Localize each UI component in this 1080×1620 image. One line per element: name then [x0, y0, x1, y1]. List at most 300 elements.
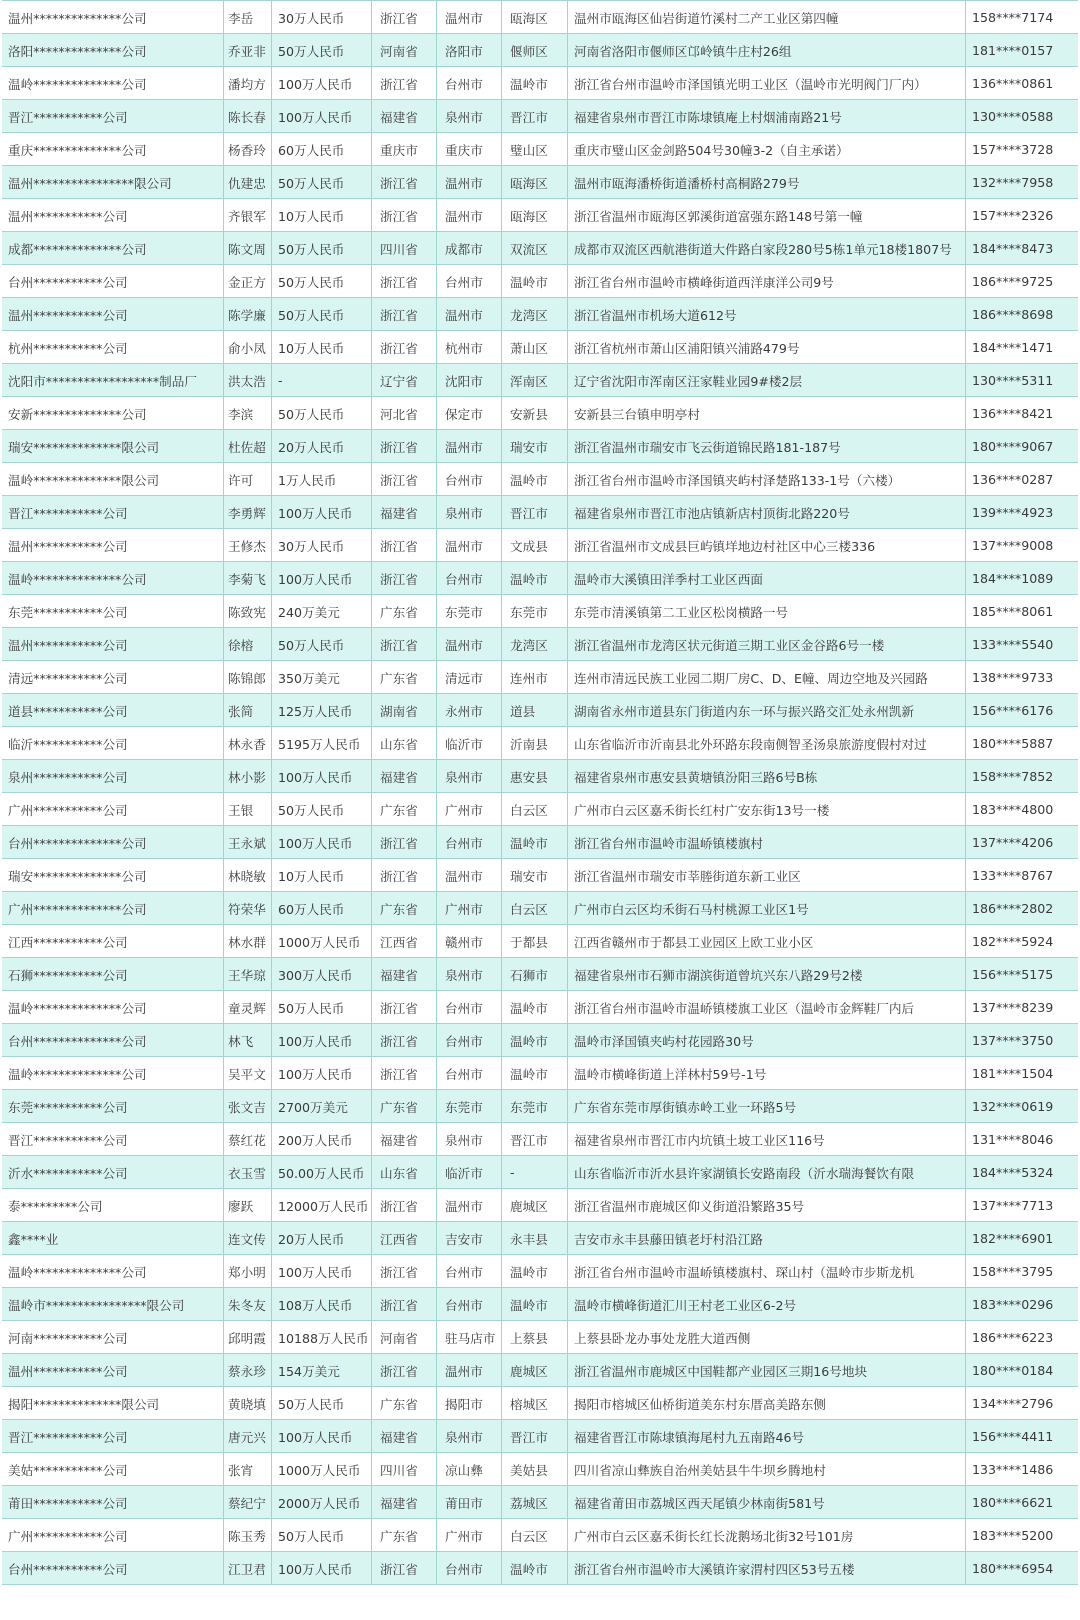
city-cell: 杭州市 [437, 331, 502, 363]
table-row [2, 628, 1078, 661]
province-cell: 山东省 [372, 727, 437, 759]
registered-capital-cell: 10万人民币 [272, 199, 372, 231]
registered-capital-cell: 100万人民币 [272, 826, 372, 858]
phone-cell: 139****4923 [972, 504, 1054, 520]
legal-person-cell: 邱明霞 [224, 1321, 272, 1353]
province-cell: 浙江省 [372, 463, 437, 495]
registered-capital-cell: - [272, 364, 372, 396]
address-cell: 湖南省永州市道县东门街道内东一环与振兴路交汇处永州凯新 [568, 694, 966, 726]
legal-person-cell: 林小影 [224, 760, 272, 792]
table-row [2, 595, 1078, 628]
address-cell: 浙江省杭州市萧山区浦阳镇兴浦路479号 [568, 331, 966, 363]
table-row [2, 1156, 1078, 1189]
district-cell: 双流区 [502, 232, 568, 264]
table-row [2, 661, 1078, 694]
district-cell: 龙湾区 [502, 298, 568, 330]
company-name-cell: 温州***********公司 [2, 199, 224, 231]
address-cell: 浙江省温州市瑞安市莘塍街道东新工业区 [568, 859, 966, 891]
address-cell: 温岭市横峰街道汇川王村老工业区6-2号 [568, 1288, 966, 1320]
table-row [2, 727, 1078, 760]
company-name-cell: 成都**************公司 [2, 232, 224, 264]
city-cell: 驻马店市 [437, 1321, 502, 1353]
phone-cell: 158****3795 [972, 1263, 1054, 1279]
phone-cell: 185****8061 [972, 603, 1054, 619]
registered-capital-cell: 2000万人民币 [272, 1486, 372, 1518]
registered-capital-cell: 50万人民币 [272, 1387, 372, 1419]
province-cell: 福建省 [372, 760, 437, 792]
city-cell: 广州市 [437, 892, 502, 924]
table-row [2, 694, 1078, 727]
province-cell: 福建省 [372, 1420, 437, 1452]
legal-person-cell: 衣玉雪 [224, 1156, 272, 1188]
legal-person-cell: 连文传 [224, 1222, 272, 1254]
phone-cell: 156****6176 [972, 702, 1054, 718]
address-cell: 浙江省台州市温岭市温峤镇楼旗村、琛山村（温岭市步斯龙机 [568, 1255, 966, 1287]
address-cell: 浙江省台州市温岭市温峤镇楼旗村 [568, 826, 966, 858]
company-name-cell: 沂水***********公司 [2, 1156, 224, 1188]
province-cell: 浙江省 [372, 1189, 437, 1221]
company-table [2, 0, 1078, 1585]
company-name-cell: 温州***********公司 [2, 298, 224, 330]
city-cell: 台州市 [437, 1288, 502, 1320]
district-cell: 温岭市 [502, 1552, 568, 1584]
province-cell: 浙江省 [372, 529, 437, 561]
city-cell: 临沂市 [437, 1156, 502, 1188]
legal-person-cell: 潘均方 [224, 67, 272, 99]
city-cell: 台州市 [437, 562, 502, 594]
company-name-cell: 晋江***********公司 [2, 100, 224, 132]
table-row [2, 430, 1078, 463]
phone-cell: 183****0296 [972, 1296, 1054, 1312]
phone-cell: 136****0861 [972, 75, 1054, 91]
legal-person-cell: 仇建忠 [224, 166, 272, 198]
registered-capital-cell: 50.00万人民币 [272, 1156, 372, 1188]
district-cell: 瓯海区 [502, 1, 568, 33]
registered-capital-cell: 50万人民币 [272, 232, 372, 264]
city-cell: 温州市 [437, 859, 502, 891]
table-row [2, 1453, 1078, 1486]
company-name-cell: 温岭**************限公司 [2, 463, 224, 495]
company-name-cell: 泉州***********公司 [2, 760, 224, 792]
city-cell: 温州市 [437, 1, 502, 33]
registered-capital-cell: 50万人民币 [272, 265, 372, 297]
address-cell: 辽宁省沈阳市浑南区汪家鞋业园9#楼2层 [568, 364, 966, 396]
company-name-cell: 安新**************公司 [2, 397, 224, 429]
district-cell: 晋江市 [502, 496, 568, 528]
city-cell: 泉州市 [437, 760, 502, 792]
district-cell: 东莞市 [502, 1090, 568, 1122]
address-cell: 揭阳市榕城区仙桥街道美东村东厝高美路东侧 [568, 1387, 966, 1419]
registered-capital-cell: 154万美元 [272, 1354, 372, 1386]
address-cell: 东莞市清溪镇第二工业区松岗横路一号 [568, 595, 966, 627]
province-cell: 福建省 [372, 496, 437, 528]
city-cell: 成都市 [437, 232, 502, 264]
phone-cell: 186****6223 [972, 1329, 1054, 1345]
phone-cell: 132****7958 [972, 174, 1054, 190]
district-cell: 晋江市 [502, 100, 568, 132]
address-cell: 吉安市永丰县藤田镇老圩村沿江路 [568, 1222, 966, 1254]
province-cell: 湖南省 [372, 694, 437, 726]
address-cell: 广州市白云区嘉禾街长红村广安东街13号一楼 [568, 793, 966, 825]
legal-person-cell: 蔡红花 [224, 1123, 272, 1155]
registered-capital-cell: 100万人民币 [272, 67, 372, 99]
table-row [2, 793, 1078, 826]
city-cell: 广州市 [437, 1519, 502, 1551]
legal-person-cell: 陈玉秀 [224, 1519, 272, 1551]
phone-cell: 131****8046 [972, 1131, 1054, 1147]
district-cell: 温岭市 [502, 991, 568, 1023]
city-cell: 温州市 [437, 166, 502, 198]
legal-person-cell: 王华琼 [224, 958, 272, 990]
legal-person-cell: 徐榕 [224, 628, 272, 660]
city-cell: 揭阳市 [437, 1387, 502, 1419]
table-row [2, 859, 1078, 892]
address-cell: 福建省莆田市荔城区西天尾镇少林南街581号 [568, 1486, 966, 1518]
province-cell: 浙江省 [372, 628, 437, 660]
legal-person-cell: 陈学廉 [224, 298, 272, 330]
company-name-cell: 揭阳**************限公司 [2, 1387, 224, 1419]
phone-cell: 183****4800 [972, 801, 1054, 817]
company-name-cell: 道县***********公司 [2, 694, 224, 726]
city-cell: 东莞市 [437, 595, 502, 627]
phone-cell: 133****8767 [972, 867, 1054, 883]
table-row [2, 199, 1078, 232]
phone-cell: 180****6621 [972, 1494, 1054, 1510]
district-cell: 鹿城区 [502, 1189, 568, 1221]
phone-cell: 181****0157 [972, 42, 1054, 58]
province-cell: 四川省 [372, 1453, 437, 1485]
province-cell: 浙江省 [372, 331, 437, 363]
legal-person-cell: 林晓敏 [224, 859, 272, 891]
district-cell: 永丰县 [502, 1222, 568, 1254]
address-cell: 温州市瓯海区仙岩街道竹溪村二产工业区第四幢 [568, 1, 966, 33]
city-cell: 凉山彝 [437, 1453, 502, 1485]
city-cell: 重庆市 [437, 133, 502, 165]
address-cell: 温岭市大溪镇田洋季村工业区西面 [568, 562, 966, 594]
province-cell: 浙江省 [372, 1255, 437, 1287]
legal-person-cell: 朱冬友 [224, 1288, 272, 1320]
province-cell: 浙江省 [372, 1552, 437, 1584]
address-cell: 温州市瓯海潘桥街道潘桥村高桐路279号 [568, 166, 966, 198]
company-name-cell: 重庆**************公司 [2, 133, 224, 165]
registered-capital-cell: 60万人民币 [272, 133, 372, 165]
city-cell: 广州市 [437, 793, 502, 825]
legal-person-cell: 蔡永珍 [224, 1354, 272, 1386]
address-cell: 山东省临沂市沂水县许家湖镇长安路南段（沂水瑞海餐饮有限 [568, 1156, 966, 1188]
address-cell: 安新县三台镇申明亭村 [568, 397, 966, 429]
address-cell: 广州市白云区嘉禾街长红长泷鹅场北街32号101房 [568, 1519, 966, 1551]
phone-cell: 186****2802 [972, 900, 1054, 916]
company-name-cell: 台州***********公司 [2, 1552, 224, 1584]
phone-cell: 132****0619 [972, 1098, 1054, 1114]
legal-person-cell: 乔亚非 [224, 34, 272, 66]
district-cell: 连州市 [502, 661, 568, 693]
district-cell: 白云区 [502, 892, 568, 924]
district-cell: 瑞安市 [502, 430, 568, 462]
city-cell: 温州市 [437, 628, 502, 660]
address-cell: 浙江省温州市鹿城区仰义街道沿繁路35号 [568, 1189, 966, 1221]
phone-cell: 184****1089 [972, 570, 1054, 586]
company-name-cell: 温州***********公司 [2, 1354, 224, 1386]
legal-person-cell: 陈长春 [224, 100, 272, 132]
phone-cell: 136****8421 [972, 405, 1054, 421]
legal-person-cell: 符荣华 [224, 892, 272, 924]
legal-person-cell: 王永斌 [224, 826, 272, 858]
province-cell: 辽宁省 [372, 364, 437, 396]
registered-capital-cell: 125万人民币 [272, 694, 372, 726]
city-cell: 清远市 [437, 661, 502, 693]
registered-capital-cell: 100万人民币 [272, 1552, 372, 1584]
table-row [2, 1552, 1078, 1585]
district-cell: 瓯海区 [502, 166, 568, 198]
legal-person-cell: 廖跃 [224, 1189, 272, 1221]
table-row [2, 496, 1078, 529]
district-cell: 东莞市 [502, 595, 568, 627]
company-name-cell: 台州**************公司 [2, 826, 224, 858]
province-cell: 浙江省 [372, 1, 437, 33]
legal-person-cell: 张宵 [224, 1453, 272, 1485]
phone-cell: 184****5324 [972, 1164, 1054, 1180]
phone-cell: 137****8239 [972, 999, 1054, 1015]
table-row [2, 1387, 1078, 1420]
province-cell: 浙江省 [372, 199, 437, 231]
phone-cell: 181****1504 [972, 1065, 1054, 1081]
phone-cell: 137****9008 [972, 537, 1054, 553]
table-row [2, 1123, 1078, 1156]
province-cell: 重庆市 [372, 133, 437, 165]
legal-person-cell: 王银 [224, 793, 272, 825]
city-cell: 泉州市 [437, 496, 502, 528]
address-cell: 浙江省温州市机场大道612号 [568, 298, 966, 330]
city-cell: 赣州市 [437, 925, 502, 957]
city-cell: 东莞市 [437, 1090, 502, 1122]
phone-cell: 130****0588 [972, 108, 1054, 124]
district-cell: 道县 [502, 694, 568, 726]
phone-cell: 180****0184 [972, 1362, 1054, 1378]
registered-capital-cell: 108万人民币 [272, 1288, 372, 1320]
table-row [2, 364, 1078, 397]
province-cell: 福建省 [372, 100, 437, 132]
address-cell: 福建省泉州市石狮市湖滨街道曾坑兴东八路29号2楼 [568, 958, 966, 990]
district-cell: 白云区 [502, 1519, 568, 1551]
phone-cell: 182****5924 [972, 933, 1054, 949]
phone-cell: 180****9067 [972, 438, 1054, 454]
phone-cell: 137****3750 [972, 1032, 1054, 1048]
city-cell: 台州市 [437, 265, 502, 297]
company-name-cell: 广州***********公司 [2, 793, 224, 825]
registered-capital-cell: 50万人民币 [272, 166, 372, 198]
registered-capital-cell: 100万人民币 [272, 562, 372, 594]
city-cell: 温州市 [437, 430, 502, 462]
phone-cell: 137****7713 [972, 1197, 1054, 1213]
legal-person-cell: 蔡纪宁 [224, 1486, 272, 1518]
province-cell: 广东省 [372, 892, 437, 924]
address-cell: 浙江省温州市瑞安市飞云街道锦民路181-187号 [568, 430, 966, 462]
city-cell: 泉州市 [437, 100, 502, 132]
company-name-cell: 温州***********公司 [2, 529, 224, 561]
province-cell: 广东省 [372, 661, 437, 693]
table-row [2, 463, 1078, 496]
province-cell: 江西省 [372, 925, 437, 957]
company-name-cell: 温州***********公司 [2, 628, 224, 660]
table-row [2, 1288, 1078, 1321]
phone-cell: 134****2796 [972, 1395, 1054, 1411]
legal-person-cell: 杜佐超 [224, 430, 272, 462]
company-name-cell: 晋江***********公司 [2, 1123, 224, 1155]
legal-person-cell: 李勇辉 [224, 496, 272, 528]
table-row [2, 991, 1078, 1024]
registered-capital-cell: 50万人民币 [272, 991, 372, 1023]
city-cell: 台州市 [437, 991, 502, 1023]
legal-person-cell: 俞小凤 [224, 331, 272, 363]
company-name-cell: 清远***********公司 [2, 661, 224, 693]
city-cell: 泉州市 [437, 1420, 502, 1452]
phone-cell: 133****1486 [972, 1461, 1054, 1477]
province-cell: 河南省 [372, 1321, 437, 1353]
table-row [2, 1321, 1078, 1354]
district-cell: 上蔡县 [502, 1321, 568, 1353]
registered-capital-cell: 100万人民币 [272, 1057, 372, 1089]
phone-cell: 180****6954 [972, 1560, 1054, 1576]
district-cell: 瑞安市 [502, 859, 568, 891]
address-cell: 山东省临沂市沂南县北外环路东段南侧智圣汤泉旅游度假村对过 [568, 727, 966, 759]
legal-person-cell: 李岳 [224, 1, 272, 33]
registered-capital-cell: 200万人民币 [272, 1123, 372, 1155]
city-cell: 泉州市 [437, 958, 502, 990]
city-cell: 温州市 [437, 1189, 502, 1221]
table-row [2, 1090, 1078, 1123]
registered-capital-cell: 100万人民币 [272, 1255, 372, 1287]
city-cell: 台州市 [437, 463, 502, 495]
company-name-cell: 石狮***********公司 [2, 958, 224, 990]
province-cell: 广东省 [372, 793, 437, 825]
district-cell: 温岭市 [502, 67, 568, 99]
district-cell: - [502, 1156, 568, 1188]
table-row [2, 1354, 1078, 1387]
province-cell: 浙江省 [372, 826, 437, 858]
table-row [2, 1222, 1078, 1255]
table-row [2, 1486, 1078, 1519]
district-cell: 惠安县 [502, 760, 568, 792]
legal-person-cell: 吴平文 [224, 1057, 272, 1089]
registered-capital-cell: 100万人民币 [272, 100, 372, 132]
table-row [2, 100, 1078, 133]
province-cell: 广东省 [372, 595, 437, 627]
city-cell: 永州市 [437, 694, 502, 726]
company-name-cell: 鑫****业 [2, 1222, 224, 1254]
table-row [2, 1057, 1078, 1090]
district-cell: 温岭市 [502, 463, 568, 495]
company-name-cell: 临沂***********公司 [2, 727, 224, 759]
phone-cell: 138****9733 [972, 669, 1054, 685]
legal-person-cell: 黄晓填 [224, 1387, 272, 1419]
registered-capital-cell: 10万人民币 [272, 331, 372, 363]
phone-cell: 182****6901 [972, 1230, 1054, 1246]
district-cell: 瓯海区 [502, 199, 568, 231]
registered-capital-cell: 100万人民币 [272, 760, 372, 792]
registered-capital-cell: 50万人民币 [272, 793, 372, 825]
table-row [2, 1255, 1078, 1288]
registered-capital-cell: 60万人民币 [272, 892, 372, 924]
district-cell: 美姑县 [502, 1453, 568, 1485]
city-cell: 吉安市 [437, 1222, 502, 1254]
city-cell: 温州市 [437, 199, 502, 231]
company-name-cell: 温岭**************公司 [2, 67, 224, 99]
phone-cell: 136****0287 [972, 471, 1054, 487]
city-cell: 临沂市 [437, 727, 502, 759]
province-cell: 浙江省 [372, 1288, 437, 1320]
registered-capital-cell: 100万人民币 [272, 1024, 372, 1056]
address-cell: 成都市双流区西航港街道大件路白家段280号5栋1单元18楼1807号 [568, 232, 966, 264]
city-cell: 泉州市 [437, 1123, 502, 1155]
address-cell: 上蔡县卧龙办事处龙胜大道西侧 [568, 1321, 966, 1353]
phone-cell: 186****8698 [972, 306, 1054, 322]
company-name-cell: 江西***********公司 [2, 925, 224, 957]
province-cell: 河南省 [372, 34, 437, 66]
phone-cell: 157****3728 [972, 141, 1054, 157]
province-cell: 浙江省 [372, 859, 437, 891]
company-name-cell: 晋江***********公司 [2, 1420, 224, 1452]
company-name-cell: 台州**************公司 [2, 1024, 224, 1056]
city-cell: 温州市 [437, 1354, 502, 1386]
registered-capital-cell: 30万人民币 [272, 1, 372, 33]
table-row [2, 1024, 1078, 1057]
address-cell: 福建省晋江市陈埭镇海尾村九五南路46号 [568, 1420, 966, 1452]
phone-cell: 180****5887 [972, 735, 1054, 751]
table-row [2, 34, 1078, 67]
table-row [2, 397, 1078, 430]
city-cell: 温州市 [437, 529, 502, 561]
district-cell: 于都县 [502, 925, 568, 957]
city-cell: 台州市 [437, 826, 502, 858]
table-row [2, 1420, 1078, 1453]
registered-capital-cell: 50万人民币 [272, 628, 372, 660]
district-cell: 沂南县 [502, 727, 568, 759]
company-name-cell: 温州****************限公司 [2, 166, 224, 198]
registered-capital-cell: 50万人民币 [272, 1519, 372, 1551]
address-cell: 福建省泉州市晋江市内坑镇土坡工业区116号 [568, 1123, 966, 1155]
province-cell: 福建省 [372, 958, 437, 990]
company-name-cell: 泰*********公司 [2, 1189, 224, 1221]
district-cell: 白云区 [502, 793, 568, 825]
address-cell: 浙江省温州市鹿城区中国鞋都产业园区三期16号地块 [568, 1354, 966, 1386]
address-cell: 浙江省温州市瓯海区郭溪街道富强东路148号第一幢 [568, 199, 966, 231]
district-cell: 偃师区 [502, 34, 568, 66]
address-cell: 浙江省台州市温岭市泽国镇夹屿村泽楚路133-1号（六楼） [568, 463, 966, 495]
province-cell: 浙江省 [372, 1354, 437, 1386]
table-row [2, 331, 1078, 364]
registered-capital-cell: 350万美元 [272, 661, 372, 693]
legal-person-cell: 齐银军 [224, 199, 272, 231]
company-name-cell: 洛阳**************公司 [2, 34, 224, 66]
company-name-cell: 台州***********公司 [2, 265, 224, 297]
legal-person-cell: 陈文周 [224, 232, 272, 264]
company-name-cell: 温岭**************公司 [2, 1057, 224, 1089]
legal-person-cell: 陈锦郎 [224, 661, 272, 693]
company-name-cell: 瑞安**************限公司 [2, 430, 224, 462]
legal-person-cell: 李菊飞 [224, 562, 272, 594]
phone-cell: 158****7174 [972, 9, 1054, 25]
address-cell: 温岭市横峰街道上洋林村59号-1号 [568, 1057, 966, 1089]
city-cell: 莆田市 [437, 1486, 502, 1518]
table-row [2, 133, 1078, 166]
company-name-cell: 河南***********公司 [2, 1321, 224, 1353]
district-cell: 安新县 [502, 397, 568, 429]
phone-cell: 186****9725 [972, 273, 1054, 289]
city-cell: 台州市 [437, 1024, 502, 1056]
city-cell: 洛阳市 [437, 34, 502, 66]
table-row [2, 892, 1078, 925]
